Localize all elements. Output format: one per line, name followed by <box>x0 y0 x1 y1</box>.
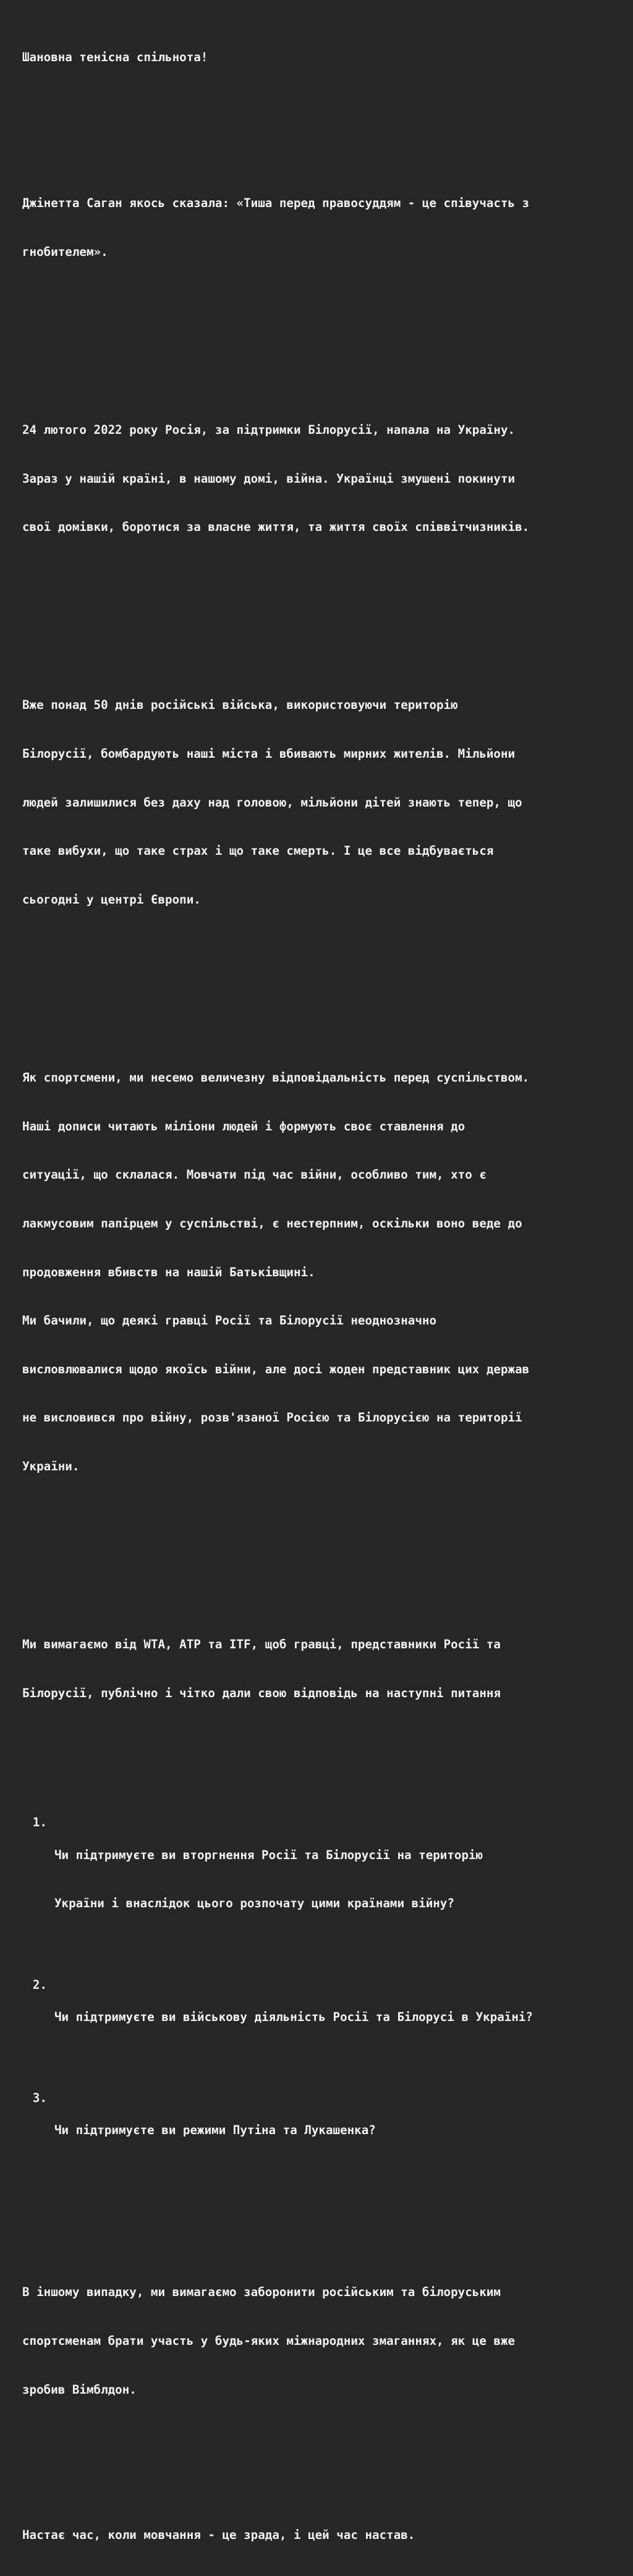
paragraph-line: спортсменам брати участь у будь-яких міжнародних змаганнях, як це вже <box>22 2333 516 2348</box>
paragraph-gap <box>22 973 621 989</box>
greeting: Шановна тенісна спільнота! <box>22 50 208 65</box>
list-item <box>22 2090 621 2171</box>
invasion-paragraph <box>22 390 621 568</box>
ban-paragraph <box>22 2252 621 2430</box>
paragraph-line: продовження вбивств на нашій Батьківщині. <box>22 1265 315 1279</box>
paragraph-gap <box>22 98 621 114</box>
quote-line: Джінетта Саган якось сказала: «Тиша перед правосуддям - це співучасть з <box>22 196 530 211</box>
list-item <box>22 1977 621 2058</box>
list-line: Чи підтримуєте ви режими Путіна та Лукашенка? <box>54 2123 376 2138</box>
paragraph-line: таке вибухи, що таке страх і що таке смерть. І це все відбувається <box>22 844 494 858</box>
paragraph-line: Як спортсмени, ми несемо величезну відповідальність перед суспільством. <box>22 1070 530 1085</box>
list-line: Чи підтримуєте ви військову діяльність Росії та Білорусі в Україні? <box>54 2009 533 2024</box>
paragraph-line: висловлювалися щодо якоїсь війни, але досі жоден представник цих держав <box>22 1362 530 1376</box>
list-text <box>54 1815 483 1944</box>
paragraph-line: Білорусії, бомбардують наші міста і вбивають мирних жителів. Мільйони <box>22 747 516 761</box>
list-number: 3. <box>32 2090 47 2105</box>
paragraph-line: не висловився про війну, розв'язаної Росією та Білорусією на території <box>22 1410 522 1425</box>
paragraph-line: В іншому випадку, ми вимагаємо заборонити російським та білоруським <box>22 2285 501 2300</box>
bombing-paragraph <box>22 665 621 940</box>
paragraph-line: ситуації, що склалася. Мовчати під час війни, особливо тим, хто є <box>22 1167 486 1182</box>
paragraph-line: Білорусії, публічно і чітко дали свою відповідь на наступні питання <box>22 1685 501 1700</box>
paragraph-gap <box>22 325 621 341</box>
questions-list <box>22 1782 621 2203</box>
list-number: 2. <box>32 1977 47 1992</box>
paragraph-line: людей залишилися без даху над головою, мільйони дітей знають тепер, що <box>22 795 522 810</box>
paragraph-line: Наші дописи читають міліони людей і формують своє ставлення до <box>22 1119 465 1133</box>
responsibility-paragraph <box>22 1038 621 1507</box>
paragraph-line: України. <box>22 1459 80 1474</box>
paragraph-line: Зараз у нашій країні, в нашому домі, війна. Українці змушені покинути <box>22 471 516 486</box>
demand-paragraph <box>22 1604 621 1734</box>
list-text <box>54 1977 533 2058</box>
paragraph-line: Вже понад 50 днів російські війська, використовуючи територію <box>22 698 458 713</box>
list-text <box>54 2090 376 2171</box>
paragraph-line: зробив Вімблдон. <box>22 2382 137 2397</box>
paragraph-line: свої домівки, боротися за власне життя, та життя своїх співвітчизників. <box>22 520 530 535</box>
paragraph-gap <box>22 2463 621 2479</box>
paragraph-line: сьогодні у центрі Європи. <box>22 892 201 907</box>
paragraph-line: 24 лютого 2022 року Росія, за підтримки Білорусії, напала на Україну. <box>22 423 516 438</box>
paragraph-line: лакмусовим папірцем у суспільстві, є нестерпним, оскільки воно веде до <box>22 1216 522 1231</box>
paragraph-line: Ми бачили, що деякі гравці Росії та Білорусії неоднозначно <box>22 1313 437 1328</box>
paragraph-line: Ми вимагаємо від WTA, ATP та ITF, щоб гравці, представники Росії та <box>22 1637 501 1652</box>
quote-line: гнобителем». <box>22 244 108 259</box>
list-number: 1. <box>32 1815 47 1830</box>
paragraph-gap <box>22 600 621 616</box>
quote-paragraph <box>22 163 621 293</box>
list-line: Чи підтримуєте ви вторгнення Росії та Білорусії на територію <box>54 1847 483 1862</box>
closing-line: Настає час, коли мовчання - це зрада, і цей час настав. <box>22 2528 415 2543</box>
paragraph-gap <box>22 1540 621 1556</box>
list-item <box>22 1815 621 1944</box>
list-line: України і внаслідок цього розпочату цими країнами війну? <box>54 1896 454 1911</box>
letter-body <box>22 17 621 2576</box>
